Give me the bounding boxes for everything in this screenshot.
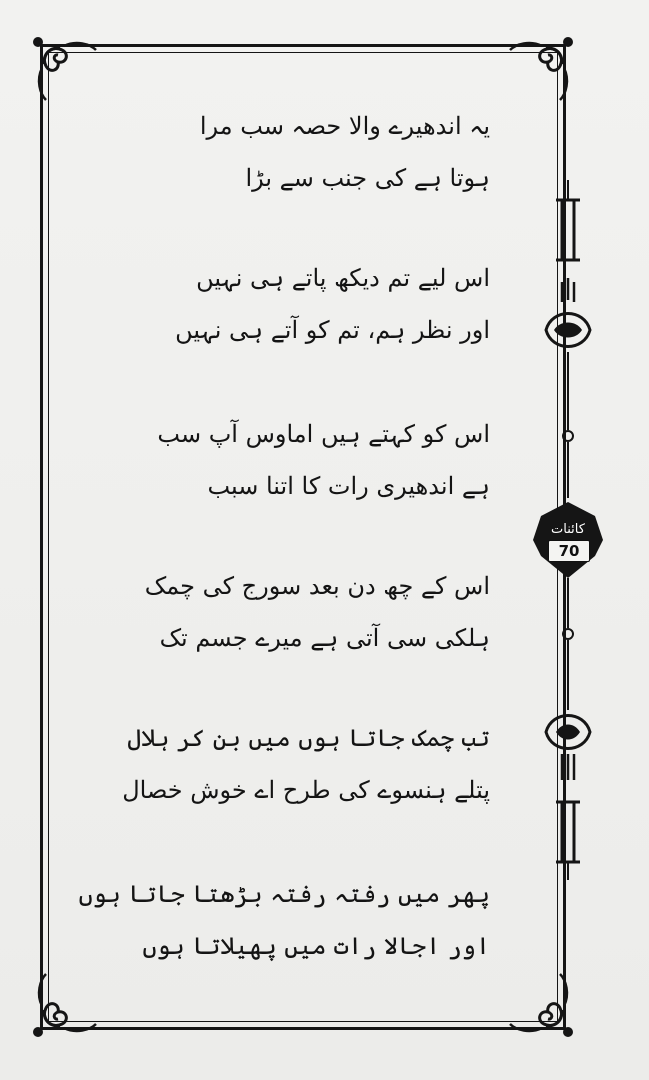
- page-number-badge: [531, 500, 605, 580]
- corner-ornament-icon: [506, 34, 576, 104]
- poem-line: اس کے چھ دن بعد سورج کی چمک: [144, 572, 490, 600]
- stanza: [110, 252, 490, 356]
- poem-line: یہ اندھیرے والا حصہ سب مرا: [199, 112, 490, 140]
- poem-line: اس کو کہتے ہیں اماوس آپ سب: [157, 420, 490, 448]
- corner-ornament-icon: [506, 970, 576, 1040]
- stanza: [110, 560, 490, 664]
- stanza: [110, 408, 490, 512]
- poem-line: پھر میں رفتہ رفتہ بڑھتا جاتا ہوں: [78, 880, 490, 908]
- poem-line: اس لیے تم دیکھ پاتے ہی نہیں: [196, 264, 490, 292]
- poem-line: پتلے ہنسوے کی طرح اے خوش خصال: [122, 776, 490, 804]
- stanza: [110, 100, 490, 204]
- poem-line: اور اجالا رات میں پھیلاتا ہوں: [142, 932, 490, 960]
- badge-label: کائنات: [551, 522, 585, 537]
- poem-line: اور نظر ہم، تم کو آتے ہی نہیں: [175, 316, 490, 344]
- poem-line: ہے اندھیری رات کا اتنا سبب: [207, 472, 490, 500]
- corner-ornament-icon: [30, 970, 100, 1040]
- page-number: 70: [548, 540, 590, 562]
- stanza: [110, 712, 490, 816]
- poem-line: تب چمک جاتا ہوں میں بن کر ہلال: [127, 724, 490, 752]
- stanza: [78, 868, 490, 972]
- poem-line: ہلکی سی آتی ہے میرے جسم تک: [159, 624, 490, 652]
- poem: [78, 100, 490, 972]
- poem-line: ہوتا ہے کی جنب سے بڑا: [245, 164, 490, 192]
- corner-ornament-icon: [30, 34, 100, 104]
